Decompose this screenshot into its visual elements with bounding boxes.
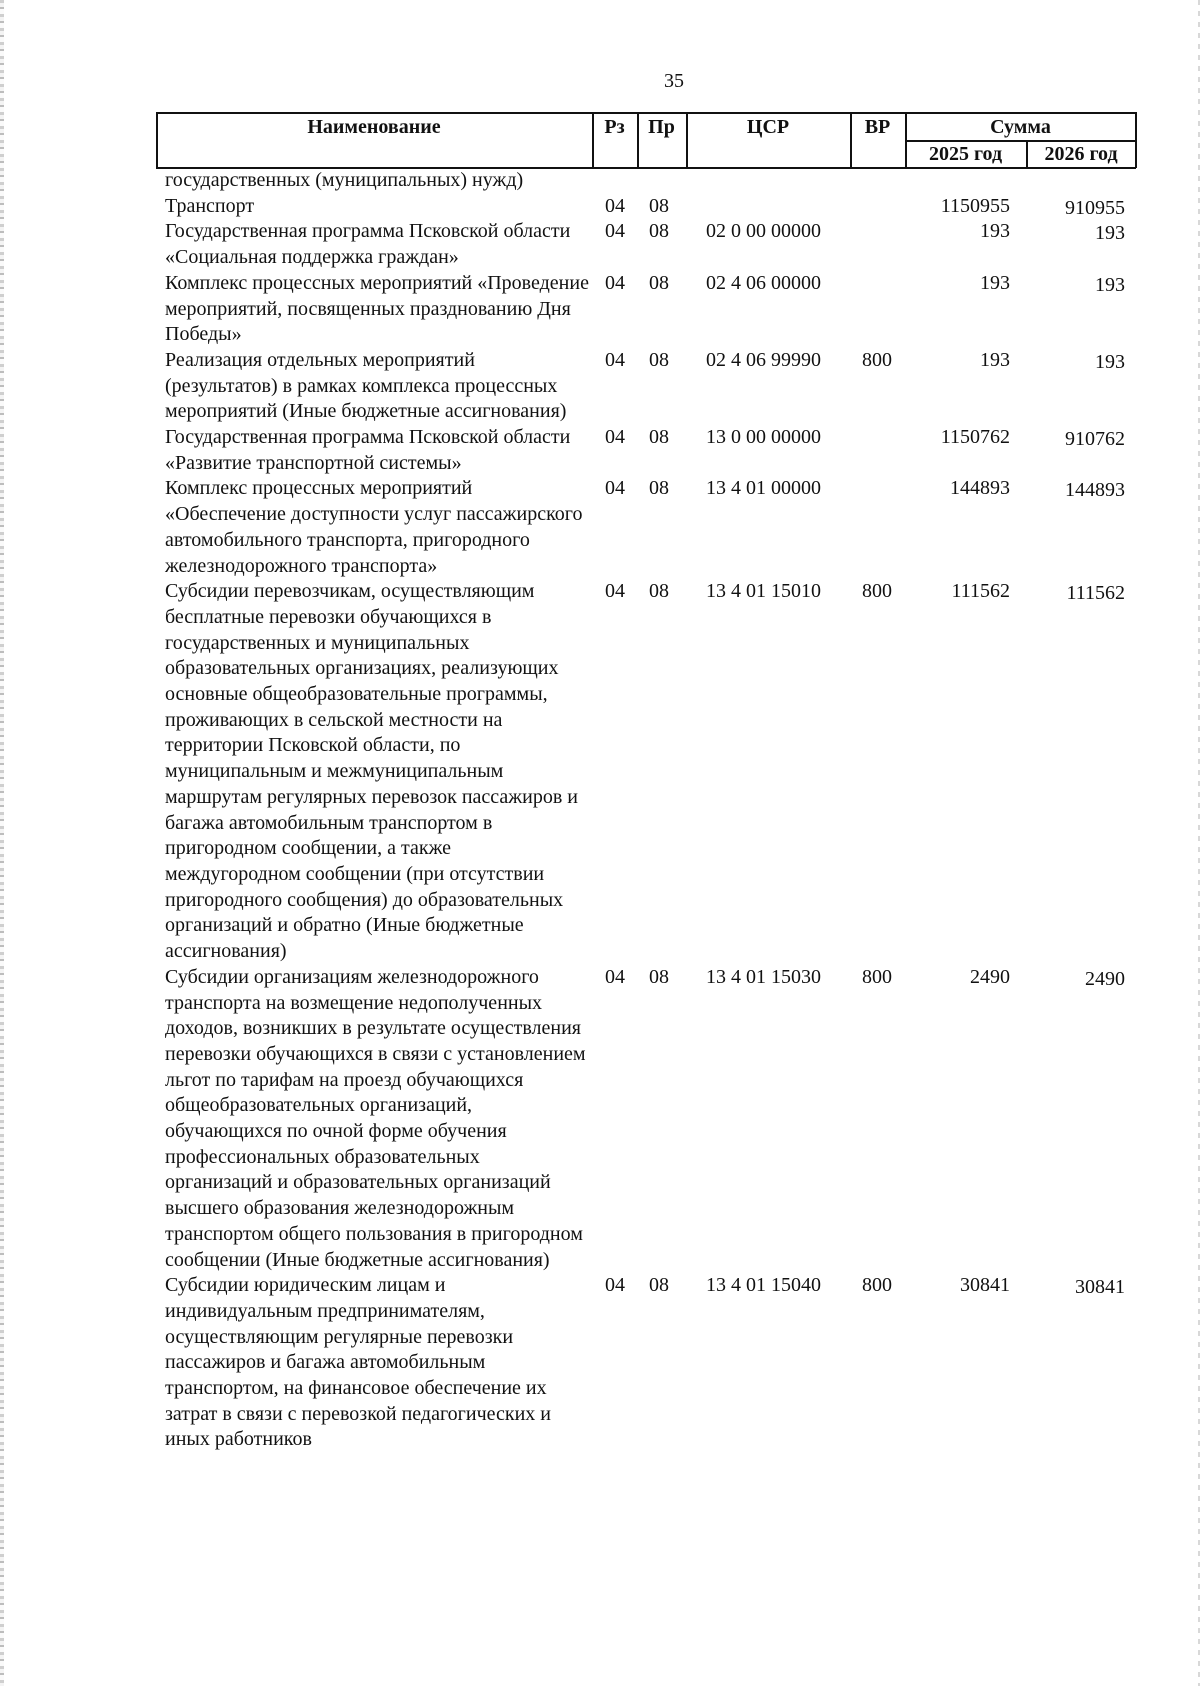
header-year-2025: 2025 год: [928, 143, 1003, 165]
row-csr: 02 4 06 99990: [706, 348, 821, 371]
row-name: государственных (муниципальных) нужд): [165, 169, 524, 191]
scan-edge-left: [0, 0, 4, 1686]
header-year-2026: 2026 год: [1044, 143, 1118, 165]
row-rz: 04: [605, 426, 625, 449]
row-name: Субсидии организациям железнодорожного транспорта на возмещение недополученных доходов, возникших в результате осуществления перевозки обучающихся в связи с установлением льгот по тарифам на проезд обучающихся общеобразовательных организаций, обучающихся по очной форме обучения профессиональных образовательных организаций и образовательных организаций высшего образования железнодорожным транспортом общего пользования в пригородном сообщении (Иные бюджетные ассигнования): [165, 965, 586, 1271]
row-name: Комплекс процессных мероприятий «Обеспечение доступности услуг пассажирского автомобильного транспорта, пригородного железнодорожного транспорта»: [165, 477, 583, 577]
row-pr: 08: [649, 580, 669, 603]
table-row: [165, 168, 1135, 194]
row-pr: 08: [649, 271, 669, 294]
row-sum-2026: 910762: [1065, 428, 1125, 451]
row-vr: 800: [862, 348, 892, 371]
table-row: [165, 271, 1135, 348]
header-pr: Пр: [648, 116, 675, 138]
row-csr: 13 4 01 00000: [706, 477, 821, 500]
row-csr: 13 4 01 15030: [706, 965, 821, 988]
row-sum-2025: 193: [980, 220, 1010, 243]
table-row: [165, 1273, 1135, 1453]
row-csr: 13 4 01 15010: [706, 580, 821, 603]
row-sum-2026: 111562: [1066, 582, 1125, 605]
row-name: Комплекс процессных мероприятий «Проведение мероприятий, посвященных празднованию Дня Победы»: [165, 271, 589, 346]
table-body: [165, 168, 1135, 1453]
row-rz: 04: [605, 1274, 625, 1297]
row-pr: 08: [649, 965, 669, 988]
row-csr: 13 0 00 00000: [706, 426, 821, 449]
row-pr: 08: [649, 426, 669, 449]
row-csr: 13 4 01 15040: [706, 1274, 821, 1297]
row-name: Субсидии юридическим лицам и индивидуальным предпринимателям, осуществляющим регулярные перевозки пассажиров и багажа автомобильным транспортом, на финансовое обеспечение их затрат в связи с перевозкой педагогических и иных работников: [165, 1274, 552, 1451]
row-pr: 08: [649, 477, 669, 500]
row-name: Транспорт: [165, 194, 255, 217]
row-name: Государственная программа Псковской области «Социальная поддержка граждан»: [165, 220, 571, 269]
row-sum-2025: 193: [980, 348, 1010, 371]
table-row: [165, 965, 1135, 1273]
row-rz: 04: [605, 965, 625, 988]
row-sum-2026: 193: [1095, 273, 1125, 296]
row-sum-2025: 30841: [960, 1274, 1010, 1297]
row-sum-2025: 193: [980, 271, 1010, 294]
table-row: [165, 476, 1135, 579]
row-sum-2025: 2490: [970, 965, 1010, 988]
row-rz: 04: [605, 220, 625, 243]
table-row: [165, 219, 1135, 270]
row-sum-2025: 111562: [951, 580, 1010, 603]
header-sum: Сумма: [990, 116, 1051, 138]
row-sum-2026: 193: [1095, 350, 1125, 373]
row-sum-2025: 1150955: [940, 194, 1010, 217]
row-vr: 800: [862, 580, 892, 603]
row-vr: 800: [862, 1274, 892, 1297]
row-pr: 08: [649, 348, 669, 371]
row-pr: 08: [649, 220, 669, 243]
row-pr: 08: [649, 1274, 669, 1297]
row-rz: 04: [605, 194, 625, 217]
row-sum-2026: 144893: [1065, 479, 1125, 502]
row-sum-2026: 910955: [1065, 196, 1125, 219]
row-name: Государственная программа Псковской области «Развитие транспортной системы»: [165, 426, 571, 474]
table-row: [165, 425, 1135, 476]
header-rz: Рз: [604, 116, 625, 138]
row-rz: 04: [605, 477, 625, 500]
row-name: Субсидии перевозчикам, осуществляющим бесплатные перевозки обучающихся в государственных и муниципальных образовательных организациях, реализующих основные общеобразовательные программы, проживающих в сельской местности на территории Псковской области, по муниципальным и межмуниципальным маршрутам регулярных перевозок пассажиров и багажа автомобильным транспортом в пригородном сообщении, а также междугородном сообщении (при отсутствии пригородного сообщения) до образовательных организаций и обратно (Иные бюджетные ассигнования): [165, 580, 578, 963]
row-pr: 08: [649, 194, 669, 217]
header-name: Наименование: [307, 116, 441, 138]
row-csr: 02 0 00 00000: [706, 220, 821, 243]
row-rz: 04: [605, 271, 625, 294]
table-row: [165, 348, 1135, 425]
row-sum-2025: 144893: [950, 477, 1010, 500]
row-rz: 04: [605, 580, 625, 603]
row-vr: 800: [862, 965, 892, 988]
table-header: [156, 112, 1136, 168]
header-csr: ЦСР: [746, 116, 790, 138]
header-vr: ВР: [864, 116, 891, 138]
table-row: [165, 579, 1135, 965]
table-row: [165, 194, 1135, 220]
row-sum-2025: 1150762: [940, 426, 1010, 449]
row-sum-2026: 2490: [1085, 967, 1125, 990]
row-name: Реализация отдельных мероприятий (результатов) в рамках комплекса процессных мероприятий (Иные бюджетные ассигнования): [165, 348, 567, 423]
row-sum-2026: 30841: [1075, 1276, 1125, 1299]
row-sum-2026: 193: [1095, 222, 1125, 245]
row-csr: 02 4 06 00000: [706, 271, 821, 294]
row-rz: 04: [605, 348, 625, 371]
page-number: 35: [664, 70, 684, 92]
